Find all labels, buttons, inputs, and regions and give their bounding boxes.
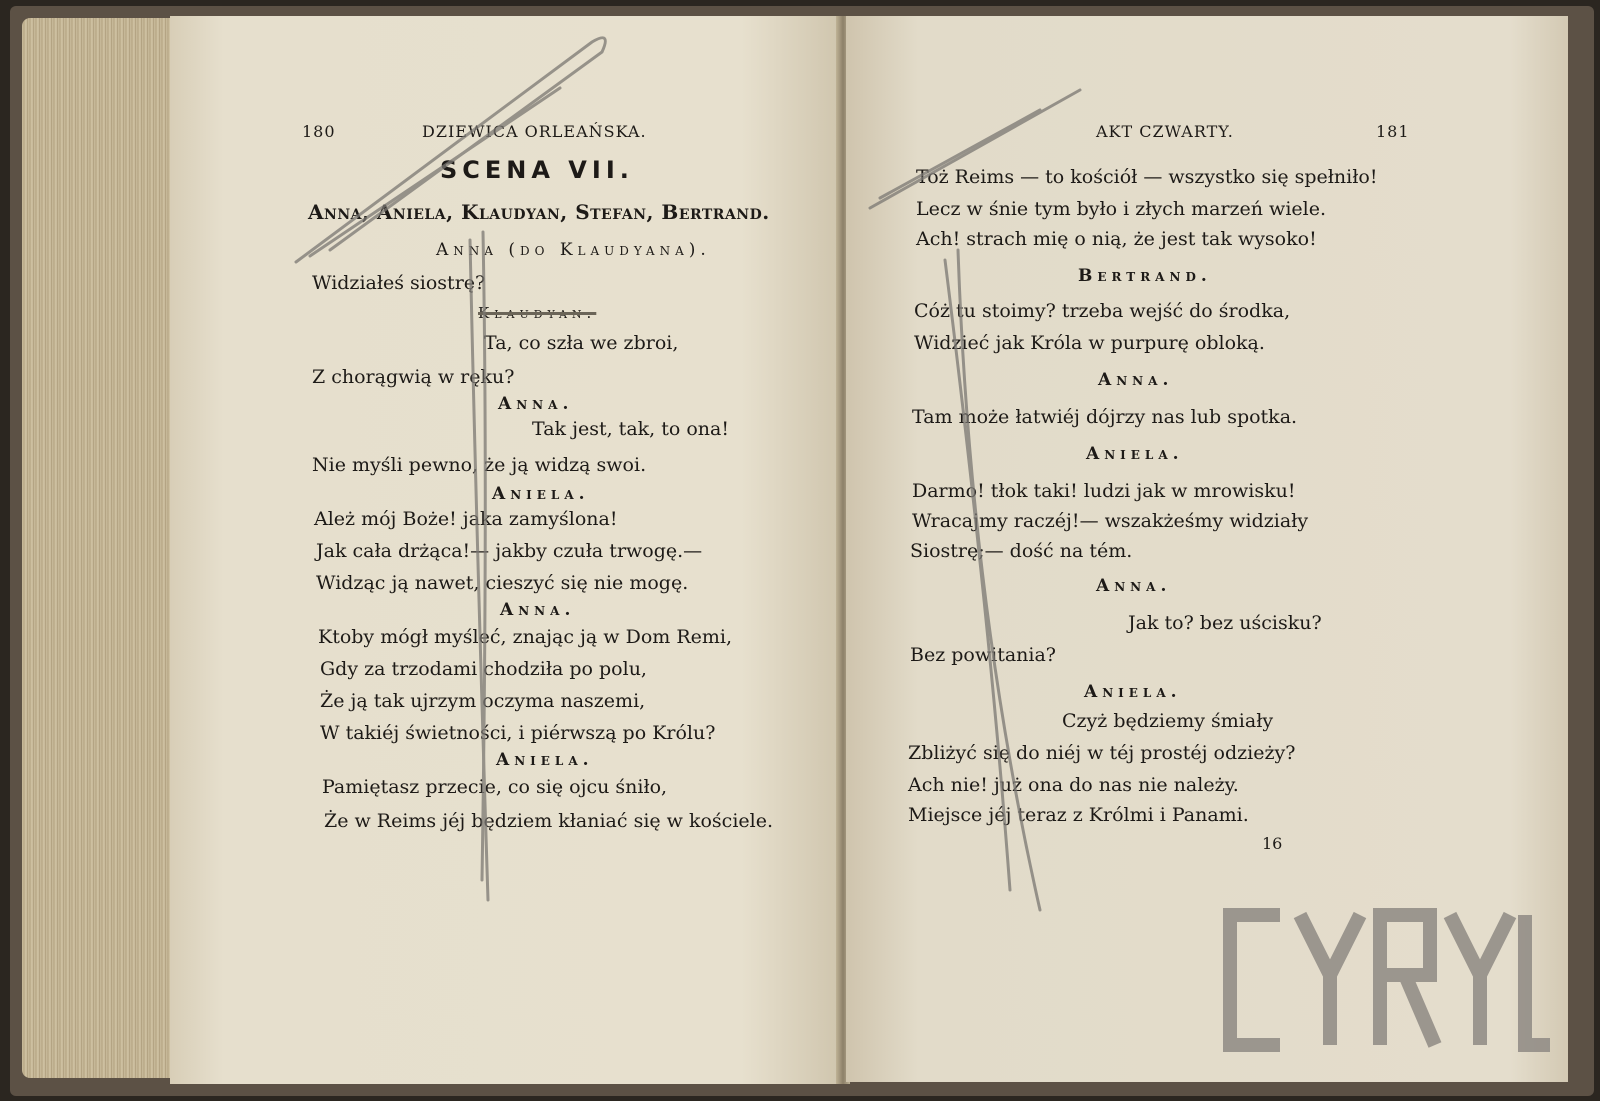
verse-line: Że ją tak ujrzym oczyma naszemi,	[320, 690, 646, 712]
page-number: 180	[302, 122, 336, 141]
verse-line: Toż Reims — to kościół — wszystko się spełniło!	[916, 166, 1378, 188]
verse-line: Ach! strach mię o nią, że jest tak wysoko!	[916, 228, 1317, 250]
verse-line: Siostrę;— dość na tém.	[910, 540, 1133, 562]
speaker-label: Anna.	[498, 394, 574, 414]
speaker-label: Anna.	[1098, 370, 1174, 390]
verse-line: Miejsce jéj teraz z Królmi i Panami.	[908, 804, 1249, 826]
verse-line: Widzieć jak Króla w purpurę obloką.	[914, 332, 1265, 354]
speaker-label: Aniela.	[496, 750, 594, 770]
speaker-label: Anna.	[500, 600, 576, 620]
verse-line: Bez powitania?	[910, 644, 1056, 666]
verse-line: Ta, co szła we zbroi,	[484, 332, 679, 354]
verse-line: Cóż tu stoimy? trzeba wejść do środka,	[914, 300, 1291, 322]
verse-line: Widziałeś siostrę?	[312, 272, 486, 294]
verse-line: Ależ mój Boże! jaka zamyślona!	[314, 508, 618, 530]
verse-line: Darmo! tłok taki! ludzi jak w mrowisku!	[912, 480, 1296, 502]
speaker-label: Aniela.	[1086, 444, 1184, 464]
signature-mark: 16	[1262, 834, 1283, 853]
verse-line: Tam może łatwiéj dójrzy nas lub spotka.	[912, 406, 1298, 428]
verse-line: Widząc ją nawet, cieszyć się nie mogę.	[316, 572, 689, 594]
page-number: 181	[1376, 122, 1410, 141]
verse-line: Ach nie! już ona do nas nie należy.	[908, 774, 1239, 796]
running-head: DZIEWICA ORLEAŃSKA.	[422, 122, 647, 141]
running-head: AKT CZWARTY.	[1096, 122, 1234, 141]
verse-line: Lecz w śnie tym było i złych marzeń wiele.	[916, 198, 1327, 220]
scene-title: SCENA VII.	[440, 156, 634, 184]
left-page	[170, 16, 842, 1084]
verse-line: W takiéj świetności, i piérwszą po Królu?	[320, 722, 716, 744]
verse-line: Nie myśli pewno, że ją widzą swoi.	[312, 454, 647, 476]
verse-line: Z chorągwią w ręku?	[312, 366, 515, 388]
verse-line: Że w Reims jéj będziem kłaniać się w kościele.	[324, 810, 774, 832]
verse-line: Jak to? bez uścisku?	[1128, 612, 1322, 634]
speaker-label: Anna (do Klaudyana).	[436, 240, 711, 260]
speaker-label: Aniela.	[492, 484, 590, 504]
verse-line: Wracajmy raczéj!— wszakżeśmy widziały	[912, 510, 1309, 532]
verse-line: Ktoby mógł myśleć, znając ją w Dom Remi,	[318, 626, 733, 648]
speaker-label: Anna.	[1096, 576, 1172, 596]
verse-line: Pamiętasz przecie, co się ojcu śniło,	[322, 776, 668, 798]
watermark-logo	[1220, 905, 1550, 1055]
page-edges	[22, 18, 182, 1078]
verse-line: Czyż będziemy śmiały	[1062, 710, 1274, 732]
verse-line: Gdy za trzodami chodziła po polu,	[320, 658, 647, 680]
verse-line: Tak jest, tak, to ona!	[532, 418, 729, 440]
speaker-label: Klaudyan.	[478, 304, 597, 322]
character-list: Anna, Aniela, Klaudyan, Stefan, Bertrand.	[308, 200, 770, 224]
speaker-label: Bertrand.	[1078, 266, 1212, 286]
speaker-label: Aniela.	[1084, 682, 1182, 702]
verse-line: Zbliżyć się do niéj w téj prostéj odzieży?	[908, 742, 1296, 764]
verse-line: Jak cała drżąca!— jakby czuła trwogę.—	[316, 540, 703, 562]
